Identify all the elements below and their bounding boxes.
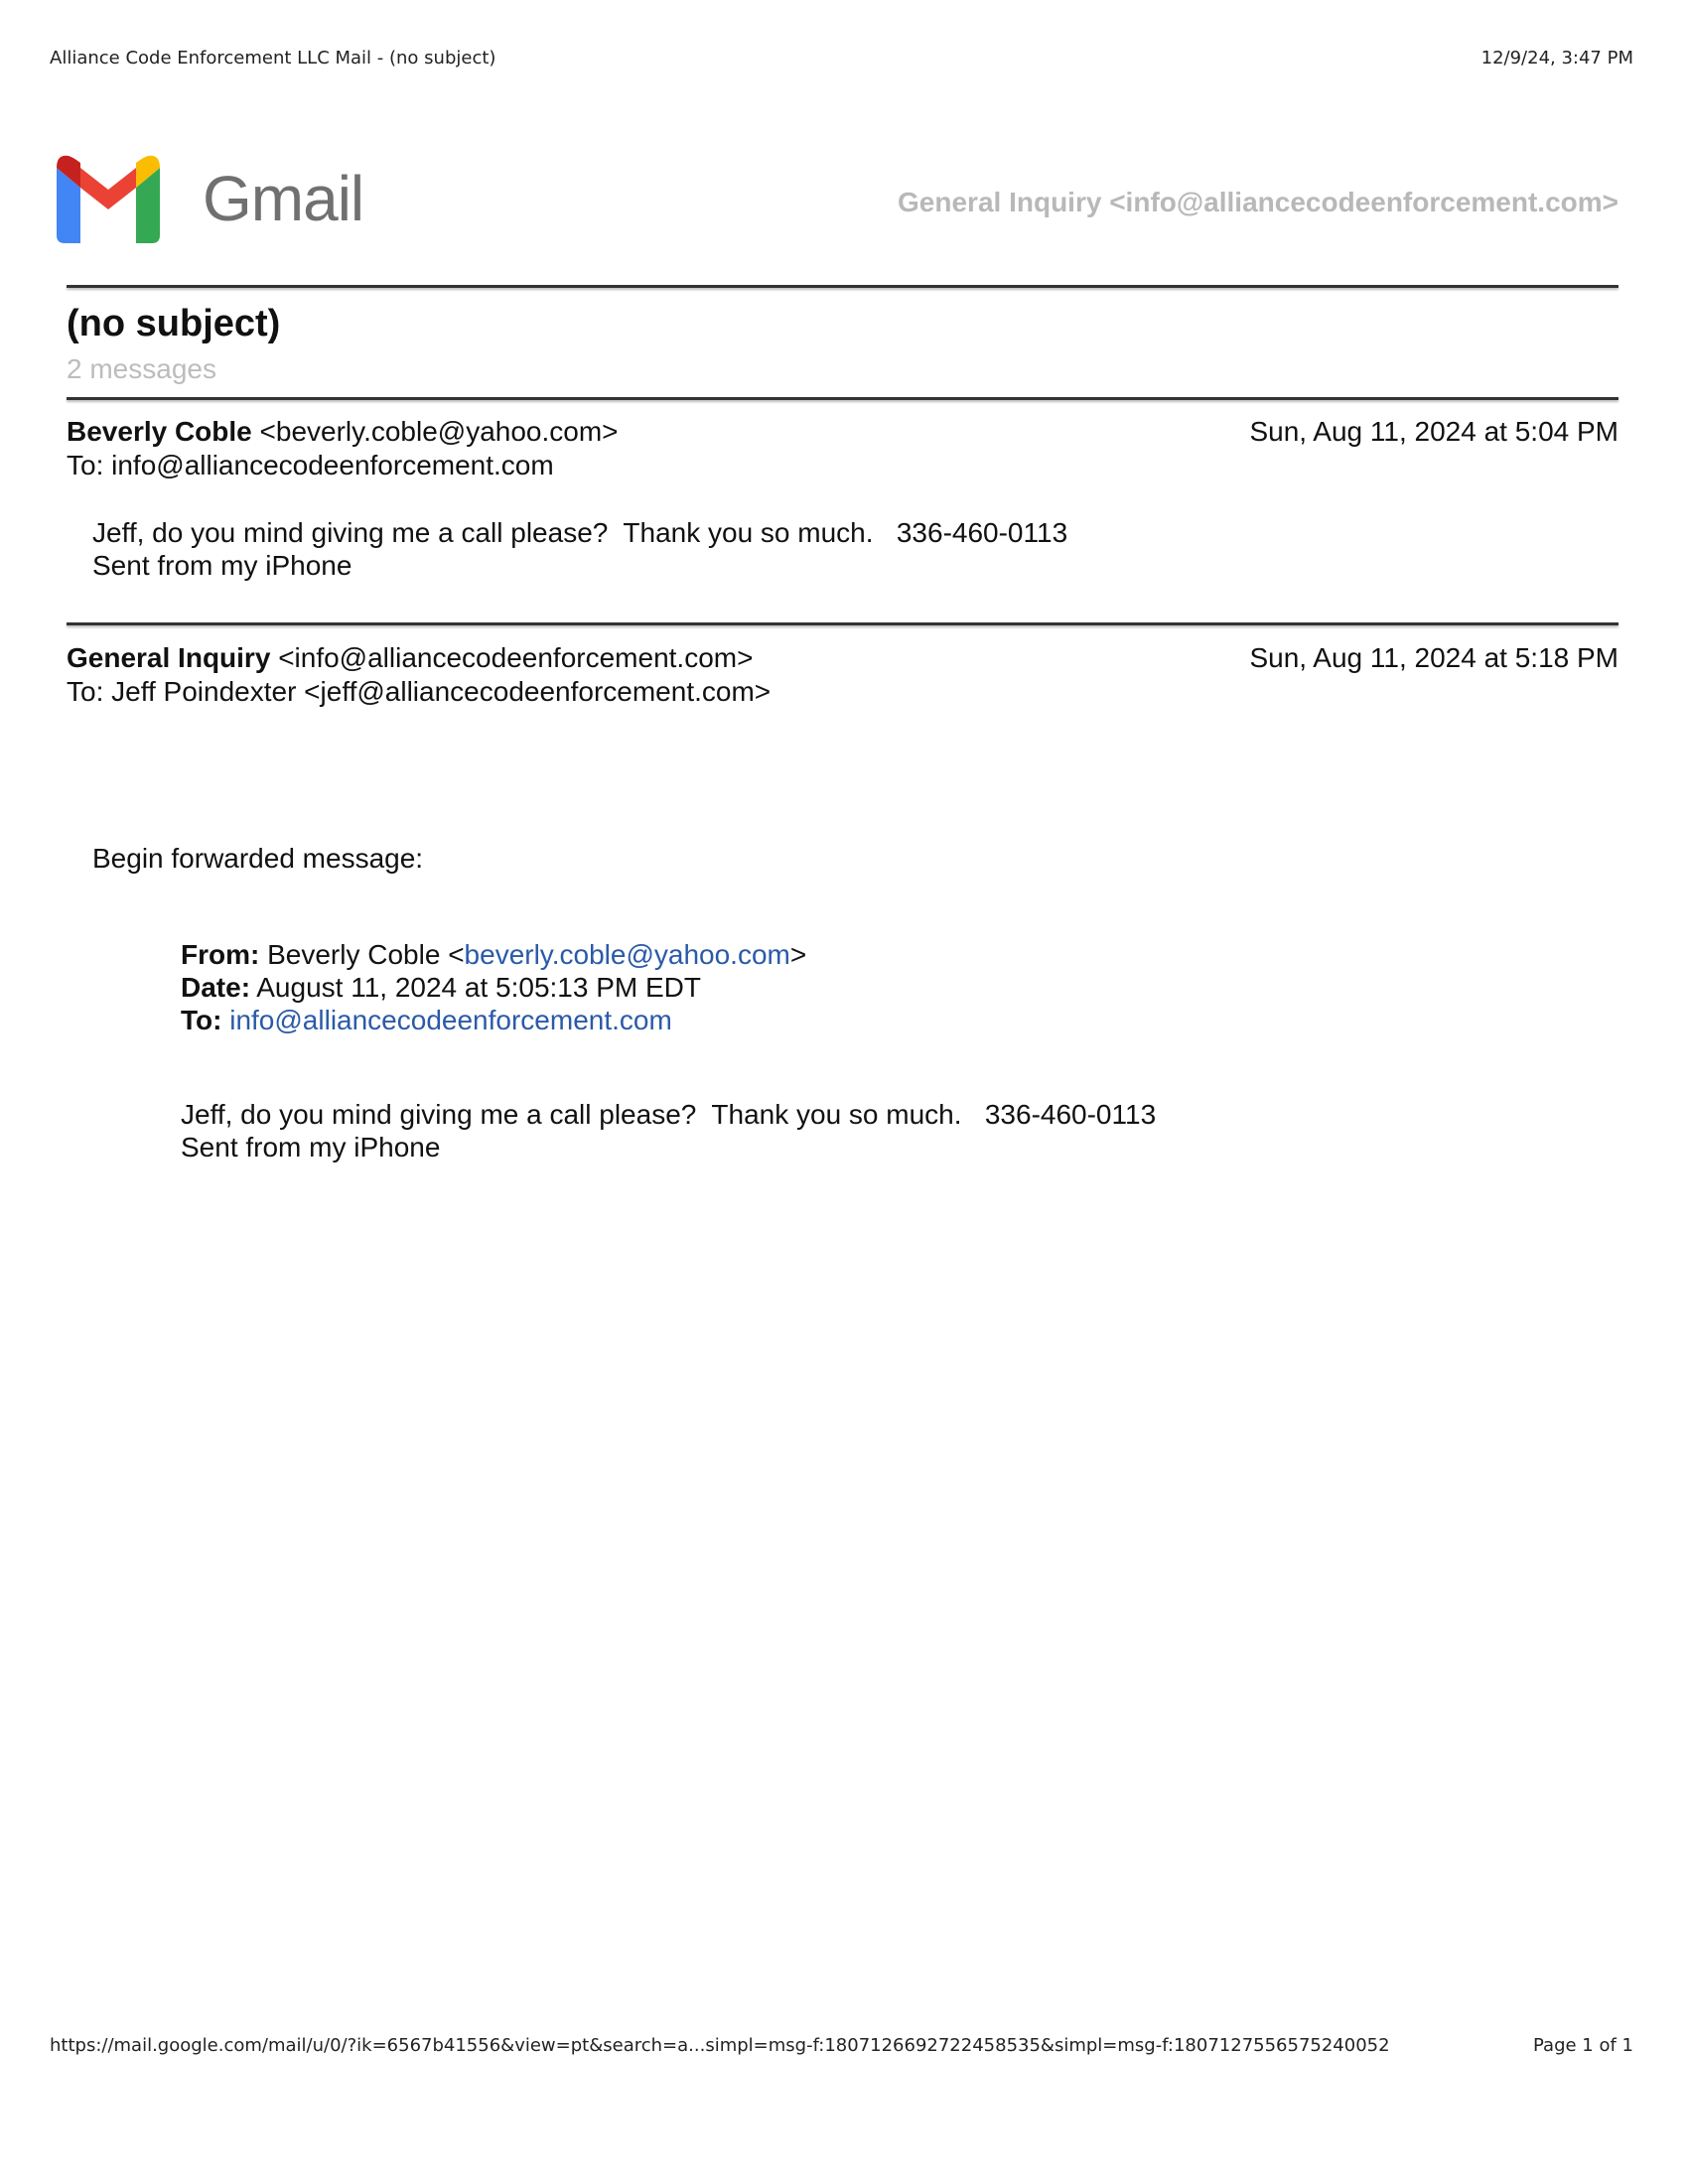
sender-email: <info@alliancecodeenforcement.com> xyxy=(278,642,754,673)
gmail-wordmark: Gmail xyxy=(203,163,364,234)
date-label: Date: xyxy=(181,972,251,1003)
from-email-link[interactable]: beverly.coble@yahoo.com xyxy=(464,939,790,970)
from-label: From: xyxy=(181,939,260,970)
message-date: Sun, Aug 11, 2024 at 5:18 PM xyxy=(1249,642,1618,673)
to-email-link[interactable]: info@alliancecodeenforcement.com xyxy=(229,1005,672,1035)
account-label: General Inquiry <info@alliancecodeenforcement.com> xyxy=(898,187,1618,217)
message-header xyxy=(67,641,1618,675)
forwarded-to xyxy=(181,1004,806,1036)
logo-row xyxy=(57,154,1618,253)
sender-email: <beverly.coble@yahoo.com> xyxy=(259,416,619,447)
recipient-line: To: Jeff Poindexter <jeff@alliancecodeenforcement.com> xyxy=(67,676,772,707)
body-line: Sent from my iPhone xyxy=(181,1132,441,1162)
print-url: https://mail.google.com/mail/u/0/?ik=6567b41556&view=pt&search=a...simpl=msg-f:1807126692722458535&simpl=msg-f:1807127556575240052 xyxy=(50,2035,1390,2056)
print-timestamp: 12/9/24, 3:47 PM xyxy=(1480,48,1633,68)
body-line: Sent from my iPhone xyxy=(92,550,352,581)
gmail-logo-icon xyxy=(57,154,160,243)
page-number: Page 1 of 1 xyxy=(1533,2035,1633,2056)
forward-intro: Begin forwarded message: xyxy=(92,843,424,874)
divider xyxy=(67,397,1618,400)
divider xyxy=(67,285,1618,288)
print-footer xyxy=(50,2035,1633,2056)
sender-name: Beverly Coble xyxy=(67,416,252,447)
message-1 xyxy=(67,415,1618,482)
divider xyxy=(67,622,1618,625)
forwarded-body xyxy=(181,1098,1156,1163)
forwarded-from xyxy=(181,938,806,971)
forwarded-date xyxy=(181,971,806,1004)
forwarded-headers xyxy=(181,938,806,1036)
body-line: Jeff, do you mind giving me a call please? Thank you so much. 336-460-0113 xyxy=(92,517,1068,548)
message-header xyxy=(67,415,1618,449)
body-line: Jeff, do you mind giving me a call please? Thank you so much. 336-460-0113 xyxy=(181,1099,1157,1130)
to-label: To: xyxy=(181,1005,222,1035)
gmail-logo-red xyxy=(80,168,136,209)
message-body xyxy=(92,516,1067,582)
sender-name: General Inquiry xyxy=(67,642,271,673)
print-header xyxy=(50,48,1633,68)
recipient-line: To: info@alliancecodeenforcement.com xyxy=(67,450,554,480)
message-date: Sun, Aug 11, 2024 at 5:04 PM xyxy=(1249,416,1618,447)
message-count: 2 messages xyxy=(67,353,216,384)
print-title: Alliance Code Enforcement LLC Mail - (no subject) xyxy=(50,48,496,68)
thread-subject: (no subject) xyxy=(67,303,281,344)
date-value: August 11, 2024 at 5:05:13 PM EDT xyxy=(256,972,702,1003)
from-close: > xyxy=(789,939,807,970)
from-name: Beverly Coble < xyxy=(267,939,465,970)
message-2 xyxy=(67,641,1618,709)
